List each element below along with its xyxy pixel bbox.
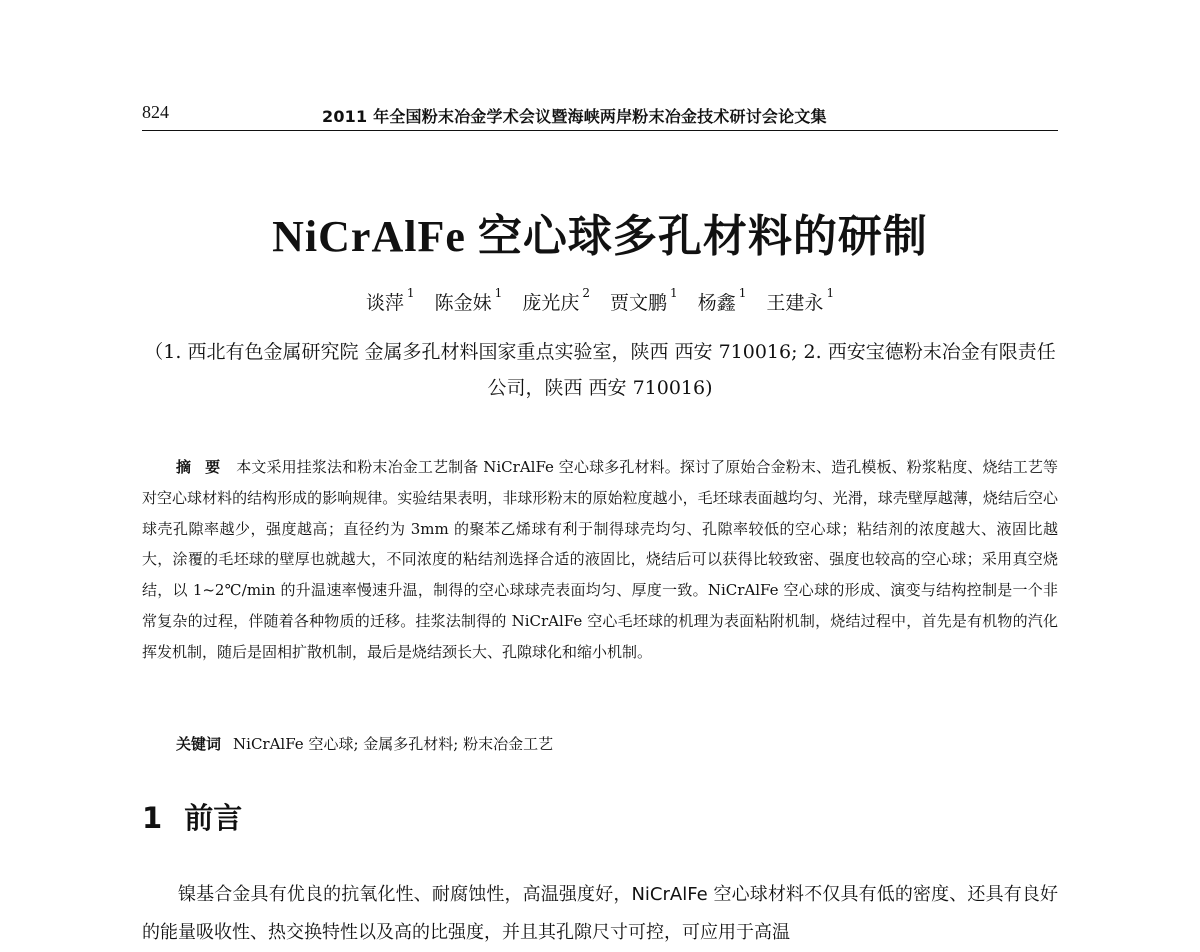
abstract-text: 本文采用挂浆法和粉末冶金工艺制备 NiCrAlFe 空心球多孔材料。探讨了原始合金粉末、造孔模板、粉浆粘度、烧结工艺等对空心球材料的结构形成的影响规律。实验结果表明，非球形粉末的原始粒度越小，毛坯球表面越均匀、光滑，球壳壁厚越薄，烧结后空心球壳孔隙率越少，强度越高；直径约为 3mm 的聚苯乙烯球有利于制得球壳均匀、孔隙率较低的空心球；粘结剂的浓度越大、液固比越大，涂覆的毛坯球的壁厚也就越大，不同浓度的粘结剂选择合适的液固比，烧结后可以获得比较致密、强度也较高的空心球；采用真空烧结，以 1~2℃/min 的升温速率慢速升温，制得的空心球球壳表面均匀、厚度一致。NiCrAlFe 空心球的形成、演变与结构控制是一个非常复杂的过程，伴随着各种物质的迁移。挂浆法制得的 NiCrAlFe 空心毛坯球的机理为表面粘附机制，烧结过程中，首先是有机物的汽化挥发机制，随后是固相扩散机制，最后是烧结颈长大、孔隙球化和缩小机制。	[142, 458, 1058, 661]
paper-title: NiCrAlFe 空心球多孔材料的研制	[272, 212, 928, 261]
section-number: 1	[142, 801, 163, 835]
keywords	[176, 733, 553, 754]
page-number: 824	[142, 102, 169, 122]
affiliation: （1. 西北有色金属研究院 金属多孔材料国家重点实验室，陕西 西安 710016; 2. 西安宝德粉末冶金有限责任公司，陕西 西安 710016)	[144, 341, 1056, 399]
journal-title: 2011 年全国粉末冶金学术会议暨海峡两岸粉末冶金技术研讨会论文集	[322, 107, 827, 126]
abstract-label: 摘要	[176, 458, 235, 476]
author: 杨鑫 $^1$	[697, 286, 747, 314]
author: 陈金妹 $^1$	[434, 286, 503, 314]
keywords-label: 关键词	[176, 735, 222, 753]
running-header	[142, 100, 1058, 131]
author: 王建永 $^1$	[766, 286, 835, 314]
author: 庞光庆 $^2$	[522, 286, 590, 314]
abstract	[142, 452, 1058, 668]
body-paragraph: 镍基合金具有优良的抗氧化性、耐腐蚀性，高温强度好，NiCrAlFe 空心球材料不仅具有低的密度、还具有良好的能量吸收性、热交换特性以及高的比强度，并且其孔隙尺寸可控，可应用于高温	[142, 884, 1058, 943]
author: 谈萍 $^1$	[365, 286, 415, 314]
author: 贾文鹏 $^1$	[610, 286, 678, 314]
section-heading	[142, 796, 242, 837]
section-title: 前言	[184, 801, 243, 835]
keywords-text: NiCrAlFe 空心球; 金属多孔材料; 粉末冶金工艺	[233, 735, 554, 753]
author-list	[0, 288, 1200, 315]
